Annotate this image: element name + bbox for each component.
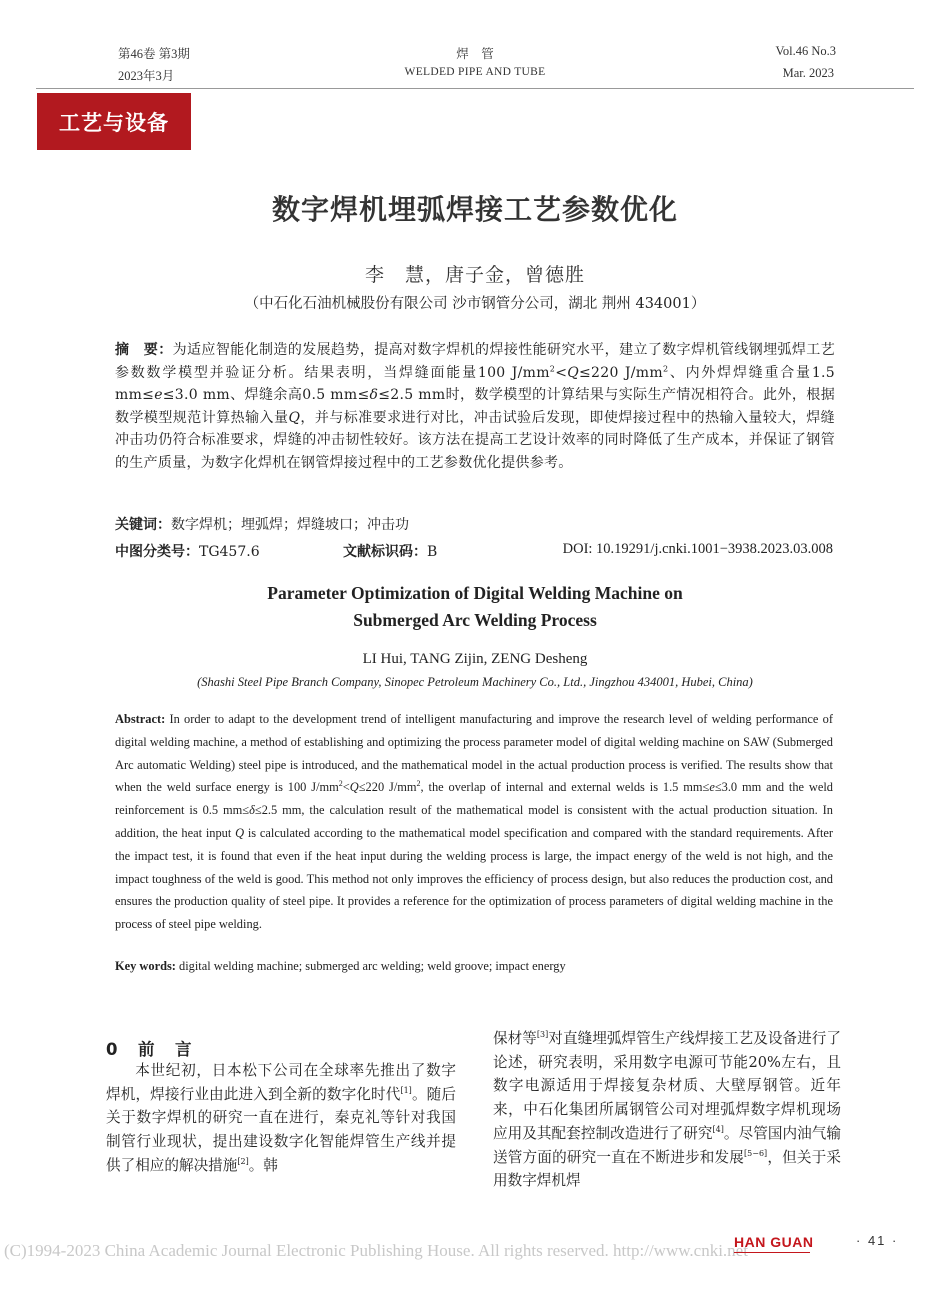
copyright-watermark: (C)1994-2023 China Academic Journal Electronic Publishing House. All rights reserved. http://www.cnki.net [4,1241,748,1260]
keywords-cn-label: 关键词： [115,517,171,533]
authors-cn: 李 慧，唐子金，曾德胜 [364,264,585,286]
abstract-en-label: Abstract: [115,712,166,726]
section-heading-intro: 0 前 言 [106,1040,194,1059]
body-column-left: 本世纪初，日本松下公司在全球率先推出了数字焊机，焊接行业由此进入到全新的数字化时代[1]。随后关于数字焊机的研究一直在进行，秦克礼等针对我国制管行业现状，提出建设数字化智能焊管生产线并提供了相应的解决措施[2]。韩 [106,1062,456,1174]
clc-number: 中图分类号：TG457.6 [115,544,260,560]
paper-title-en: Parameter Optimization of Digital Welding Machine on Submerged Arc Welding Process [267,583,683,630]
doi: DOI: 10.19291/j.cnki.1001−3938.2023.03.008 [562,541,833,557]
affiliation-en: (Shashi Steel Pipe Branch Company, Sinopec Petroleum Machinery Co., Ltd., Jingzhou 434001, Hubei, China) [197,675,753,689]
page-number: · 41 · [856,1233,899,1248]
keywords-cn-text: 数字焊机；埋弧焊；焊缝坡口；冲击功 [171,517,409,533]
header-volume-cn: 第46卷 第3期 [118,47,190,61]
citation-1: [1] [400,1085,412,1095]
header-volume-en: Vol.46 No.3 [775,44,836,58]
keywords-en-text: digital welding machine; submerged arc welding; weld groove; impact energy [175,959,566,973]
keywords-cn [115,514,409,534]
body-column-right: 保材等[3]对直缝埋弧焊管生产线焊接工艺及设备进行了论述，研究表明，采用数字电源可节能20%左右，且数字电源适用于焊接复杂材质、大壁厚钢管。近年来，中石化集团所属钢管公司对埋弧焊数字焊机现场应用及其配套控制改造进行了研究[4]。尽管国内油气输送管方面的研究一直在不断进步和发展[5−6]，但关于采用数字焊机焊 [493,1030,841,1190]
paper-title-cn: 数字焊机埋弧焊接工艺参数优化 [271,193,678,226]
abstract-en: Abstract: In order to adapt to the development trend of intelligent manufacturing and improve the research level of welding performance of digital welding machine, a method of establishing and optimizing the process parameter model of digital welding machine on SAW (Submerged Arc automatic Welding) steel pipe is introduced, and the mathematical model in the actual production process is verified. The results show that when the weld surface energy is 100 $J/mm^2<Q\le 220$ $J/mm^2$, the overlap of internal and external welds is 1.5 mm≤e≤3.0 mm and the weld reinforcement is 0.5 mm≤δ≤2.5 mm, the calculation result of the mathematical model is consistent with the actual production situation. In addition, the heat input Q is calculated according to the mathematical model specification and compared with the standard requirements. After the impact test, it is found that even if the heat input during the welding process is large, the impact energy of the weld is not high, and the impact toughness of the weld is good. This method not only improves the efficiency of process design, but also reduces the production cost, and ensures the production quality of steel pipe. It provides a reference for the optimization of process parameters of digital welding machine in the process of steel pipe welding. [115,712,834,932]
header-rule [36,88,914,89]
header-date-cn: 2023年3月 [118,69,175,83]
header-date-en: Mar. 2023 [782,66,834,80]
citation-3: [3] [536,1030,549,1040]
citation-2: [2] [237,1156,249,1166]
document-code: 文献标识码：B [343,544,438,560]
keywords-en [115,959,566,974]
footer-brand-rule [734,1252,810,1253]
header-journal-en: WELDED PIPE AND TUBE [404,66,546,78]
keywords-en-label: Key words: [115,959,176,973]
citation-4: [4] [712,1124,724,1134]
citation-5-6: [5−6] [744,1148,768,1158]
abstract-cn-label: 摘 要： [115,342,173,358]
section-label: 工艺与设备 [37,93,191,150]
authors-en: LI Hui, TANG Zijin, ZENG Desheng [362,651,588,667]
footer-brand: HAN GUAN [734,1234,814,1250]
header-journal-cn: 焊 管 [456,46,494,61]
affiliation-cn: （中石化石油机械股份有限公司 沙市钢管分公司，湖北 荆州 434001） [244,296,706,312]
abstract-cn: 摘 要：为适应智能化制造的发展趋势，提高对数字焊机的焊接性能研究水平，建立了数字焊机管线钢埋弧焊工艺参数数学模型并验证分析。结果表明，当焊缝面能量100 $J/mm^2<Q\le 220$ $J/mm^2$、内外焊焊缝重合量1.5 mm≤e≤3.0 mm、焊缝余高0.5 mm≤δ≤2.5 mm时，数学模型的计算结果与实际生产情况相符合。此外，根据数学模型规范计算热输入量Q，并与标准要求进行对比，冲击试验后发现，即使焊接过程中的热输入量较大，焊缝冲击功仍符合标准要求，焊缝的冲击韧性较好。该方法在提高工艺设计效率的同时降低了生产成本，并保证了钢管的生产质量，为数字化焊机在钢管焊接过程中的工艺参数优化提供参考。 [115,342,835,471]
